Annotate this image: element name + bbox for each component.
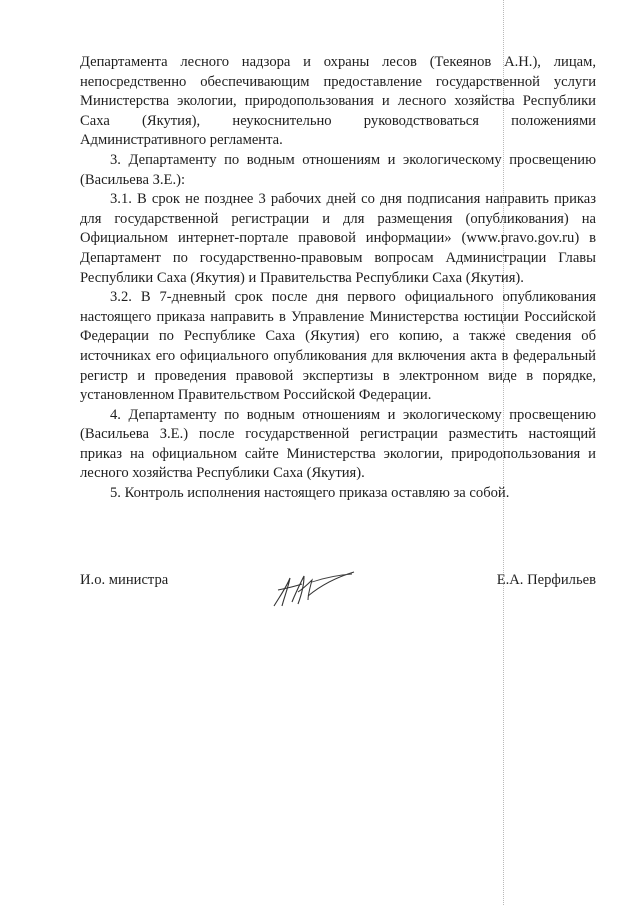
paragraph-5: 5. Контроль исполнения настоящего приказа оставляю за собой. — [110, 485, 510, 502]
paragraph-continuation: Департамента лесного надзора и охраны лесов (Текеянов А.Н.), лицам, непосредственно обеспечивающим предоставление государственной услуги Министерства экологии, природопользования и лесного хозяйства Республики Саха (Якутия), неукоснительно руководствоваться положениями Административного регламента. — [80, 54, 596, 149]
paragraph-3-1: 3.1. В срок не позднее 3 рабочих дней со дня подписания направить приказ для государственной регистрации и для размещения (опубликования) на Официальном интернет-портале правовой информации» (www.pravo.gov.ru) в Департамент по государственно-правовым вопросам Администрации Главы Республики Саха (Якутия) и Правительства Республики Саха (Якутия). — [80, 191, 596, 286]
handwritten-signature-icon — [268, 566, 358, 610]
signature-block — [80, 566, 596, 626]
paragraph-4: 4. Департаменту по водным отношениям и экологическому просвещению (Васильева З.Е.) после государственной регистрации разместить настоящий приказ на официальном сайте Министерства экологии, природопользования и лесного хозяйства Республики Саха (Якутия). — [80, 406, 596, 482]
signatory-role: И.о. министра — [80, 572, 169, 588]
paragraph-3: 3. Департаменту по водным отношениям и экологическому просвещению (Васильева З.Е.): — [80, 151, 596, 188]
signatory-name: Е.А. Перфильев — [496, 572, 596, 588]
paragraph-3-2: 3.2. В 7-дневный срок после дня первого официального опубликования настоящего приказа направить в Управление Министерства юстиции Российской Федерации по Республике Саха (Якутия) его копию, а также сведения об источниках его официального опубликования для включения акта в федеральный регистр и проведения правовой экспертизы в электронном виде в порядке, установленном Правительством Российской Федерации. — [80, 289, 596, 404]
document-body — [80, 53, 596, 504]
